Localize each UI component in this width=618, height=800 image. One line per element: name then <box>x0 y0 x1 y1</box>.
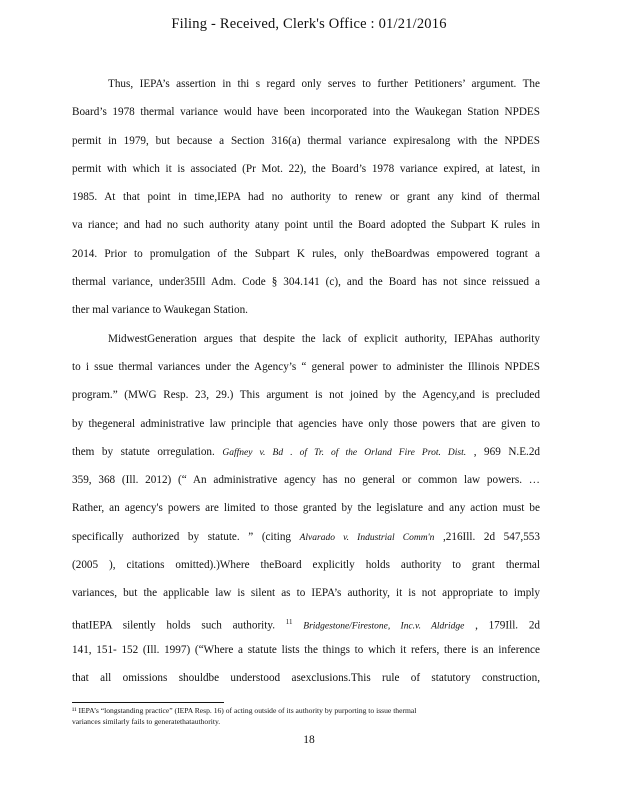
text-segment: thatIEPA silently holds such authority. <box>72 619 276 632</box>
case-citation-gaffney: Gaffney v. Bd . of Tr. of the Orland Fire Prot. Dist. <box>222 447 467 458</box>
citation-tail: ,216Ill. 2d 547,553 <box>442 530 540 543</box>
text-line: Thus, IEPA’s assertion in thi s regard only serves to further Petitioners’ argument. The <box>108 78 540 90</box>
footnote <box>72 705 472 727</box>
text-line: by thegeneral administrative law principle that agencies have only those powers that are given to <box>72 417 540 430</box>
text-line: variances, but the applicable law is silent as to IEPA’s authority, it is not appropriate to imply <box>72 587 540 600</box>
filing-stamp-header: Filing - Received, Clerk's Office : 01/21/2016 <box>171 16 447 32</box>
paragraph-1 <box>72 70 540 325</box>
paragraph-2 <box>72 325 540 693</box>
text-line <box>72 438 540 466</box>
text-line: 359, 368 (Ill. 2012) (“ An administrative agency has no general or common law powers. … <box>72 474 540 487</box>
text-line: 141, 151- 152 (Ill. 1997) (“Where a statute lists the things to which it refers, there is an inference <box>72 643 540 656</box>
text-line: Board’s 1978 thermal variance would have been incorporated into the Waukegan Station NPDES <box>72 106 540 119</box>
text-line <box>72 523 540 551</box>
text-line: 2014. Prior to promulgation of the Subpart K rules, only theBoardwas empowered togrant a <box>72 247 540 260</box>
footnote-reference: 11 <box>285 617 293 626</box>
text-line: ther mal variance to Waukegan Station. <box>72 304 248 317</box>
text-line: MidwestGeneration argues that despite the lack of explicit authority, IEPAhas authority <box>108 332 540 345</box>
text-line: permit with which it is associated (Pr Mot. 22), the Board’s 1978 variance expired, at latest, in <box>72 162 540 175</box>
document-body <box>72 70 540 693</box>
text-line: to i ssue thermal variances under the Agency’s “ general power to administer the Illinois NPDES <box>72 360 540 373</box>
text-line: Rather, an agency's powers are limited to those granted by the legislature and any action must be <box>72 502 540 515</box>
page-number: 18 <box>303 734 315 746</box>
text-line: thermal variance, under35Ill Adm. Code § 304.141 (c), and the Board has not since reissued a <box>72 276 540 289</box>
citation-tail: , 179Ill. 2d <box>475 619 540 632</box>
text-segment: specifically authorized by statute. ” (citing <box>72 530 292 543</box>
text-line <box>72 608 540 636</box>
footnote-divider <box>72 702 224 703</box>
text-segment: them by statute orregulation. <box>72 445 215 458</box>
text-line: va riance; and had no such authority atany point until the Board adopted the Subpart K rules in <box>72 219 540 232</box>
text-line: 1985. At that point in time,IEPA had no authority to renew or grant any kind of thermal <box>72 191 540 204</box>
footnote-line: ¹¹ IEPA’s “longstanding practice” (IEPA Resp. 16) of acting outside of its authority by purporting to issue thermal <box>72 706 417 715</box>
text-line: permit in 1979, but because a Section 316(a) thermal variance expiresalong with the NPDES <box>72 134 540 147</box>
case-citation-bridgestone: Bridgestone/Firestone, Inc.v. Aldridge <box>303 621 465 632</box>
footnote-line: variances similarly fails to generatethatauthority. <box>72 717 221 726</box>
case-citation-alvarado: Alvarado v. Industrial Comm'n <box>299 532 435 543</box>
citation-tail: , 969 N.E.2d <box>473 445 540 458</box>
text-line: that all omissions shouldbe understood asexclusions.This rule of statutory construction, <box>72 672 540 685</box>
text-line: (2005 ), citations omitted).)Where theBoard explicitly holds authority to grant thermal <box>72 559 540 572</box>
text-line: program.” (MWG Resp. 23, 29.) This argument is not joined by the Agency,and is precluded <box>72 389 540 402</box>
